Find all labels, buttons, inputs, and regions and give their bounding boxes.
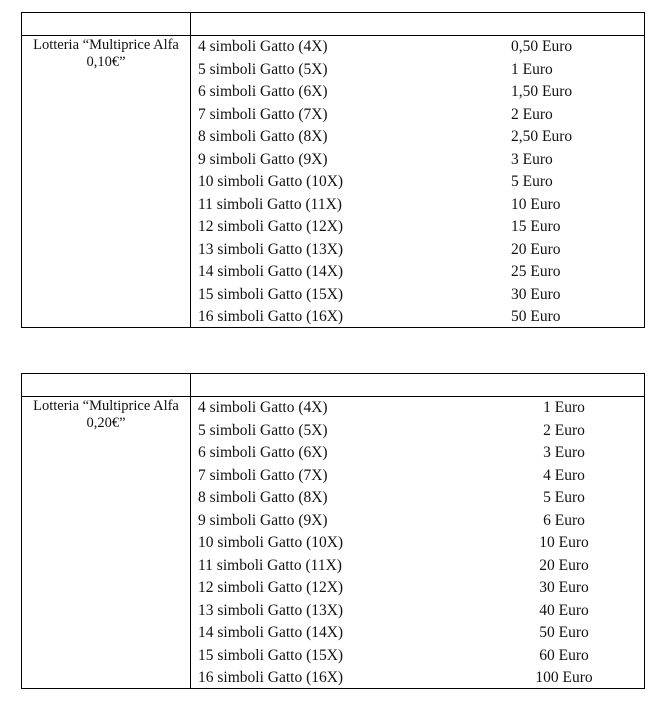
table-row — [191, 442, 644, 465]
table-row — [191, 239, 644, 262]
prize-amount: 10 Euro — [511, 195, 561, 213]
table-row — [191, 59, 644, 82]
prize-amount: 2 Euro — [543, 421, 585, 439]
lottery-label-line1: Lotteria “Multiprice Alfa — [33, 398, 179, 414]
prize-amount: 1 Euro — [511, 60, 553, 78]
symbol-combination: 7 simboli Gatto (7X) — [198, 466, 328, 484]
table-row — [191, 81, 644, 104]
prize-amount: 4 Euro — [543, 466, 585, 484]
prize-rows — [191, 397, 644, 690]
symbol-combination: 11 simboli Gatto (11X) — [198, 195, 342, 213]
symbol-combination: 14 simboli Gatto (14X) — [198, 263, 344, 280]
lottery-label — [22, 397, 190, 432]
symbol-combination: 16 simboli Gatto (16X) — [198, 669, 344, 686]
prize-amount: 3 Euro — [543, 444, 585, 461]
prize-table-0-20 — [21, 373, 645, 689]
table-row — [191, 465, 644, 488]
table-row — [191, 667, 644, 690]
prize-amount: 3 Euro — [511, 150, 553, 168]
table-row — [191, 149, 644, 172]
symbol-combination: 9 simboli Gatto (9X) — [198, 511, 328, 529]
symbol-combination: 14 simboli Gatto (14X) — [198, 624, 344, 641]
prize-amount: 2 Euro — [511, 105, 553, 123]
symbol-combination: 15 simboli Gatto (15X) — [198, 646, 344, 664]
symbol-combination: 8 simboli Gatto (8X) — [198, 128, 328, 145]
table-body — [22, 36, 644, 328]
lottery-label — [22, 36, 190, 71]
table-header-row — [22, 374, 644, 397]
symbol-combination: 12 simboli Gatto (12X) — [198, 218, 344, 235]
symbol-combination: 4 simboli Gatto (4X) — [198, 38, 328, 55]
symbol-combination: 13 simboli Gatto (13X) — [198, 240, 344, 258]
prize-amount: 20 Euro — [539, 556, 589, 574]
symbol-combination: 9 simboli Gatto (9X) — [198, 150, 328, 168]
table-row — [191, 420, 644, 443]
symbol-combination: 15 simboli Gatto (15X) — [198, 285, 344, 303]
table-row — [191, 397, 644, 420]
table-row — [191, 36, 644, 59]
lottery-label-line1: Lotteria “Multiprice Alfa — [33, 37, 179, 53]
prize-amount: 10 Euro — [539, 534, 589, 551]
symbol-combination: 16 simboli Gatto (16X) — [198, 308, 344, 325]
symbol-combination: 6 simboli Gatto (6X) — [198, 83, 328, 100]
table-row — [191, 261, 644, 284]
table-row — [191, 126, 644, 149]
prize-amount: 15 Euro — [511, 218, 561, 235]
lottery-label-line2: 0,20€” — [86, 415, 126, 431]
symbol-combination: 4 simboli Gatto (4X) — [198, 399, 328, 416]
lottery-label-line2: 0,10€” — [86, 54, 126, 70]
prize-amount: 1,50 Euro — [511, 83, 573, 100]
prize-amount: 100 Euro — [535, 669, 593, 686]
table-row — [191, 622, 644, 645]
prize-amount: 5 Euro — [511, 173, 553, 190]
table-header-row — [22, 13, 644, 36]
table-row — [191, 600, 644, 623]
table-row — [191, 487, 644, 510]
prize-amount: 40 Euro — [539, 601, 589, 619]
symbol-combination: 10 simboli Gatto (10X) — [198, 534, 344, 551]
prize-amount: 50 Euro — [511, 308, 561, 325]
prize-rows — [191, 36, 644, 329]
prize-amount: 30 Euro — [511, 285, 561, 303]
prize-amount: 5 Euro — [543, 489, 585, 506]
prize-amount: 0,50 Euro — [511, 38, 573, 55]
table-row — [191, 216, 644, 239]
prize-amount: 60 Euro — [539, 646, 589, 664]
symbol-combination: 11 simboli Gatto (11X) — [198, 556, 342, 574]
symbol-combination: 6 simboli Gatto (6X) — [198, 444, 328, 461]
table-row — [191, 104, 644, 127]
prize-amount: 30 Euro — [539, 579, 589, 596]
symbol-combination: 10 simboli Gatto (10X) — [198, 173, 344, 190]
prize-amount: 1 Euro — [543, 399, 585, 416]
table-row — [191, 577, 644, 600]
table-row — [191, 171, 644, 194]
table-body — [22, 397, 644, 689]
symbol-combination: 12 simboli Gatto (12X) — [198, 579, 344, 596]
table-row — [191, 306, 644, 329]
prize-table-0-10 — [21, 12, 645, 328]
table-row — [191, 510, 644, 533]
symbol-combination: 5 simboli Gatto (5X) — [198, 60, 328, 78]
prize-amount: 25 Euro — [511, 263, 561, 280]
symbol-combination: 5 simboli Gatto (5X) — [198, 421, 328, 439]
prize-amount: 6 Euro — [543, 511, 585, 529]
table-row — [191, 555, 644, 578]
symbol-combination: 13 simboli Gatto (13X) — [198, 601, 344, 619]
prize-amount: 20 Euro — [511, 240, 561, 258]
prize-amount: 2,50 Euro — [511, 128, 573, 145]
table-row — [191, 532, 644, 555]
symbol-combination: 8 simboli Gatto (8X) — [198, 489, 328, 506]
table-row — [191, 194, 644, 217]
symbol-combination: 7 simboli Gatto (7X) — [198, 105, 328, 123]
table-row — [191, 284, 644, 307]
table-row — [191, 645, 644, 668]
prize-amount: 50 Euro — [539, 624, 589, 641]
